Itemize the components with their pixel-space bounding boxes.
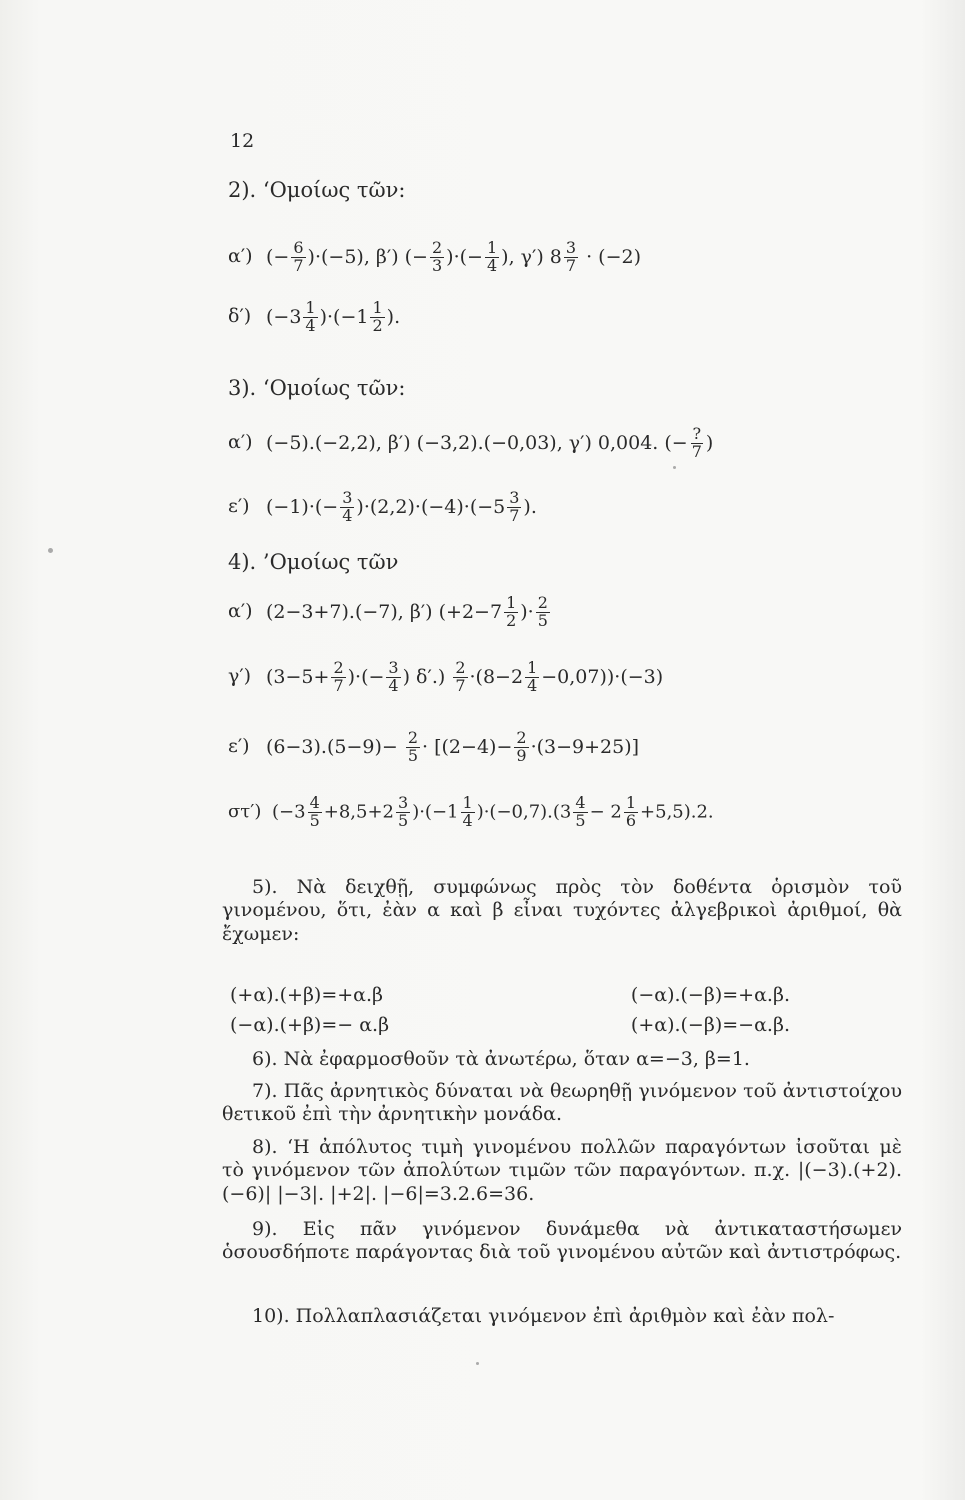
fraction (453, 660, 467, 695)
denominator: 7 (509, 505, 520, 525)
expr-text: ), γ′) 8 (501, 245, 562, 268)
fraction (525, 660, 539, 695)
fraction (507, 490, 521, 525)
denominator: 5 (575, 810, 586, 830)
expr-text: ). (386, 305, 401, 328)
numerator: 2 (407, 728, 419, 747)
fraction (331, 660, 345, 695)
denominator: 7 (455, 675, 466, 695)
exercise-4-e (228, 730, 639, 765)
exercise-3-e (228, 490, 537, 525)
expr-text: ) δ′.) (402, 665, 452, 688)
denominator: 2 (372, 315, 383, 335)
expr-text: )·(− (446, 245, 483, 268)
fraction (573, 795, 587, 830)
denominator: 7 (333, 675, 344, 695)
expr-text: · [(2−4)− (422, 735, 513, 758)
fraction (564, 240, 578, 275)
fraction (406, 730, 420, 765)
expr-text: +5,5).2. (640, 801, 714, 823)
section-2-heading: 2). ‘Ομοίως τῶν: (228, 178, 406, 202)
expr-text: (−3 (266, 305, 302, 328)
fraction (430, 240, 444, 275)
exercise-label: δ′) (228, 305, 252, 328)
expr-text: (6−3).(5−9)− (266, 735, 404, 758)
exercise-3-a (228, 426, 713, 461)
section-3-heading: 3). ‘Ομοίως τῶν: (228, 376, 406, 400)
numerator: 2 (537, 593, 548, 612)
fraction (291, 240, 305, 275)
denominator: 9 (516, 745, 527, 765)
expr-text: +8,5+2 (323, 801, 394, 823)
fraction (514, 730, 528, 765)
denominator: 2 (506, 610, 517, 630)
numerator: 2 (455, 658, 466, 677)
denominator: 5 (407, 745, 419, 765)
numerator: 3 (388, 658, 399, 677)
rule-plus-minus: (+α).(−β)=−α.β. (630, 1014, 790, 1036)
expr-text: − 2 (589, 801, 622, 823)
denominator: 5 (398, 810, 409, 830)
numerator: 3 (342, 488, 353, 507)
denominator: 4 (462, 810, 473, 830)
numerator: 4 (575, 793, 586, 812)
numerator: 3 (509, 488, 520, 507)
numerator: 3 (565, 238, 577, 257)
page-number: 12 (230, 130, 255, 152)
sign-rules (230, 980, 790, 1040)
numerator: 1 (372, 298, 383, 317)
denominator: 5 (309, 810, 320, 830)
fraction (386, 660, 400, 695)
exercise-2-a (228, 240, 641, 275)
fraction (340, 490, 354, 525)
exercise-label: ε′) (228, 495, 250, 518)
fraction (303, 300, 317, 335)
exercise-4-g (228, 660, 663, 695)
section-4-heading: 4). ’Ομοίως τῶν (228, 550, 399, 574)
paragraph-10: 10). Πολλαπλασιάζεται γινόμενον ἐπὶ ἀριθμὸν καὶ ἐὰν πολ- (252, 1305, 835, 1327)
fraction (485, 240, 499, 275)
expr-text: )·(2,2)·(−4)·(−5 (356, 495, 506, 518)
expr-text: ·(3−9+25)] (530, 735, 640, 758)
scan-speck (476, 1362, 479, 1365)
rule-minus-plus: (−α).(+β)=− α.β (230, 1014, 390, 1036)
fraction (690, 426, 704, 461)
rule-plus-plus: (+α).(+β)=+α.β (230, 984, 384, 1006)
fraction (308, 795, 322, 830)
denominator: 4 (527, 675, 538, 695)
numerator: 2 (431, 238, 443, 257)
numerator: 1 (486, 238, 498, 257)
exercise-label: α′) (228, 245, 253, 268)
denominator: 4 (305, 315, 316, 335)
expr-text: )·(−1 (412, 801, 459, 823)
fraction (624, 795, 638, 830)
denominator: 3 (431, 255, 443, 275)
numerator: ? (692, 424, 702, 443)
scan-speck (673, 466, 676, 469)
expr-text: (− (266, 245, 290, 268)
expr-text: ·(8−2 (469, 665, 524, 688)
rule-minus-minus: (−α).(−β)=+α.β. (630, 984, 790, 1006)
fraction (396, 795, 410, 830)
denominator: 7 (293, 255, 304, 275)
fraction (370, 300, 384, 335)
numerator: 4 (309, 793, 320, 812)
numerator: 1 (506, 593, 517, 612)
paragraph-5: 5). Νὰ δειχθῇ, συμφώνως πρὸς τὸν δοθέντα ὁρισμὸν τοῦ γινομένου, ὅτι, ἐὰν α καὶ β εἶναι τυχόντες ἀλγεβρικοὶ ἀριθμοί, θὰ ἔχωμεν: (222, 876, 902, 945)
fraction (461, 795, 475, 830)
expr-text: ) (705, 431, 714, 454)
fraction (536, 595, 550, 630)
exercise-label: α′) (228, 600, 253, 623)
expr-text: ). (523, 495, 537, 518)
expr-text: )·(−0,7).(3 (476, 801, 572, 823)
exercise-4-a (228, 595, 552, 630)
numerator: 3 (398, 793, 409, 812)
numerator: 2 (333, 658, 344, 677)
paragraph-9: 9). Εἰς πᾶν γινόμενον δυνάμεθα νὰ ἀντικαταστήσωμεν ὁσουσδήποτε παράγοντας διὰ τοῦ γινομένου αὐτῶν καὶ ἀντιστρόφως. (222, 1218, 902, 1264)
denominator: 5 (537, 610, 548, 630)
expr-text: (−1)·(− (266, 495, 339, 518)
paragraph-7: 7). Πᾶς ἀρνητικὸς δύναται νὰ θεωρηθῇ γινόμενον τοῦ ἀντιστοίχου θετικοῦ ἐπὶ τὴν ἀρνητικὴν μονάδα. (222, 1080, 902, 1126)
denominator: 7 (691, 441, 702, 461)
expr-text: (3−5+ (266, 665, 330, 688)
exercise-4-st (228, 795, 714, 830)
denominator: 7 (565, 255, 577, 275)
expr-text: −0,07))·(−3) (541, 665, 664, 688)
numerator: 1 (625, 793, 637, 812)
numerator: 1 (305, 298, 316, 317)
scan-speck (48, 548, 53, 553)
fraction (504, 595, 518, 630)
expr-text: (−3 (272, 801, 306, 823)
paragraph-6: 6). Νὰ ἐφαρμοσθοῦν τὰ ἀνωτέρω, ὅταν α=−3, β=1. (252, 1048, 750, 1070)
expr-text: )·(−1 (319, 305, 369, 328)
expr-text: )·(−5), β′) (− (307, 245, 428, 268)
expr-text: )· (520, 600, 534, 623)
exercise-label: α′) (228, 431, 253, 454)
exercise-label: γ′) (228, 665, 252, 688)
numerator: 6 (293, 238, 304, 257)
exercise-label: ε′) (228, 735, 250, 758)
denominator: 4 (388, 675, 399, 695)
numerator: 1 (527, 658, 538, 677)
expr-text: )·(− (347, 665, 385, 688)
expr-text: · (−2) (580, 245, 641, 268)
numerator: 1 (462, 793, 473, 812)
paragraph-8: 8). ‘Η ἀπόλυτος τιμὴ γινομένου πολλῶν παραγόντων ἰσοῦται μὲ τὸ γινόμενον τῶν ἀπολύτων τιμῶν τῶν παραγόντων. π.χ. |(−3).(+2).(−6)| |−3|. |+2|. |−6|=3.2.6=36. (222, 1136, 902, 1205)
denominator: 4 (486, 255, 498, 275)
exercise-label: στ′) (228, 801, 262, 823)
numerator: 2 (516, 728, 527, 747)
denominator: 4 (342, 505, 353, 525)
denominator: 6 (625, 810, 637, 830)
exercise-2-d (228, 300, 400, 335)
expr-text: (−5).(−2,2), β′) (−3,2).(−0,03), γ′) 0,004. (− (266, 431, 688, 454)
expr-text: (2−3+7).(−7), β′) (+2−7 (266, 600, 503, 623)
